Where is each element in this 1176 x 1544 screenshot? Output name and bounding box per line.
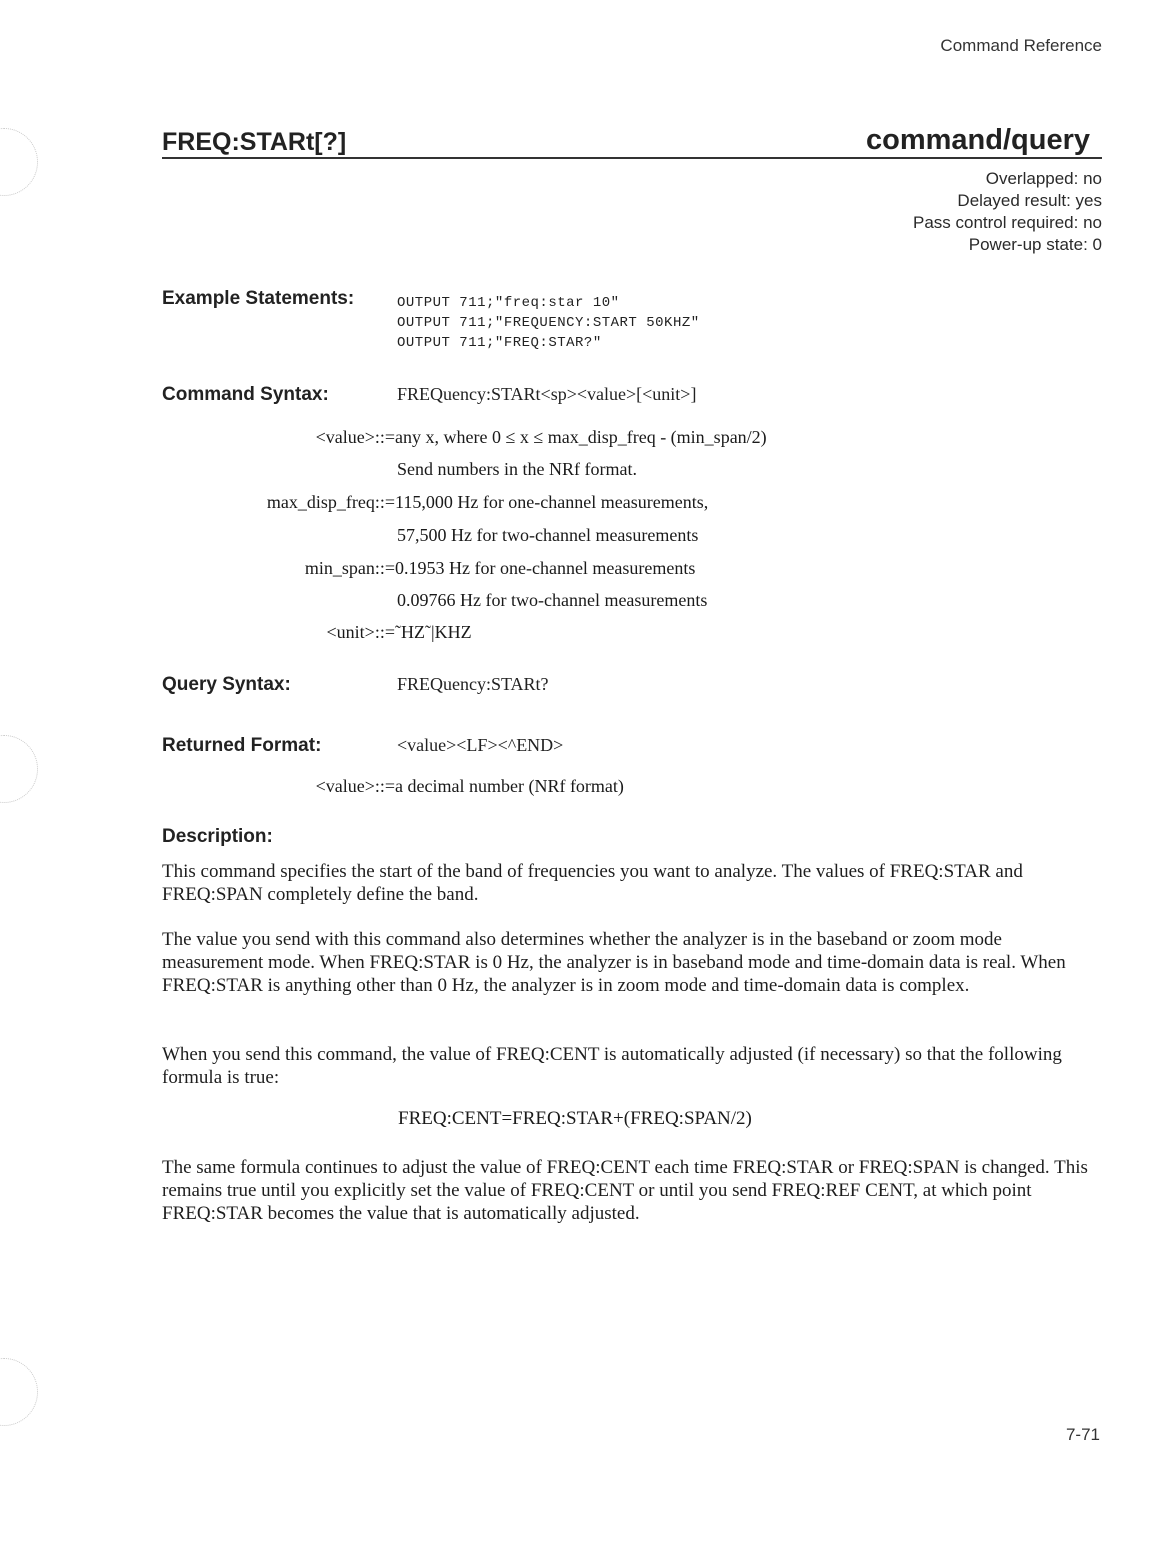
example-line: OUTPUT 711;"freq:star 10" bbox=[397, 295, 620, 311]
def-term-min-span: min_span::= bbox=[304, 558, 395, 578]
def-text-min-one-channel: 0.1953 Hz for one-channel measurements bbox=[395, 558, 696, 578]
command-syntax-label: Command Syntax: bbox=[162, 384, 329, 405]
def-term-max-disp-freq: max_disp_freq::= bbox=[266, 492, 395, 512]
def-text-nrf: Send numbers in the NRf format. bbox=[397, 459, 637, 479]
def-text-max-one-channel: 115,000 Hz for one-channel measurements, bbox=[395, 492, 709, 512]
example-label: Example Statements: bbox=[162, 288, 355, 309]
description-paragraph: This command specifies the start of the band of frequencies you want to analyze. The values of FREQ:STAR and FREQ:SPAN completely define the band. bbox=[162, 861, 1023, 905]
property-delayed-result: Delayed result: yes bbox=[957, 191, 1102, 210]
def-text-value: any x, where 0 ≤ x ≤ max_disp_freq - (min_span/2) bbox=[395, 427, 767, 447]
property-pass-control: Pass control required: no bbox=[913, 213, 1102, 232]
description-paragraph: The value you send with this command also determines whether the analyzer is in the baseband or zoom mode measurement mode. When FREQ:STAR is 0 Hz, the analyzer is in baseband mode and time-domain data is real. When FREQ:STAR is anything other than 0 Hz, the analyzer is in zoom mode and time-domain data is complex. bbox=[162, 929, 1066, 996]
command-syntax-text: FREQuency:STARt<sp><value>[<unit>] bbox=[397, 384, 697, 404]
property-overlapped: Overlapped: no bbox=[985, 169, 1102, 188]
title-rule bbox=[162, 157, 1102, 159]
command-title: FREQ:STARt[?] bbox=[162, 128, 347, 156]
example-line: OUTPUT 711;"FREQ:STAR?" bbox=[397, 335, 602, 351]
def-text-unit: ˜HZ˜|KHZ bbox=[395, 622, 472, 642]
property-list bbox=[913, 168, 1102, 256]
query-syntax-text: FREQuency:STARt? bbox=[397, 674, 549, 694]
formula: FREQ:CENT=FREQ:STAR+(FREQ:SPAN/2) bbox=[398, 1108, 752, 1129]
page-number: 7-71 bbox=[1065, 1425, 1100, 1444]
def-text-min-two-channel: 0.09766 Hz for two-channel measurements bbox=[397, 590, 708, 610]
punch-hole-bottom bbox=[0, 1358, 38, 1426]
command-kind: command/query bbox=[866, 124, 1090, 156]
example-lines bbox=[397, 293, 700, 353]
returned-def-term: <value>::= bbox=[315, 776, 395, 796]
description-label: Description: bbox=[162, 826, 273, 847]
description-paragraph: When you send this command, the value of FREQ:CENT is automatically adjusted (if necessary) so that the following formula is true: bbox=[162, 1044, 1062, 1088]
def-text-max-two-channel: 57,500 Hz for two-channel measurements bbox=[397, 525, 699, 545]
returned-format-label: Returned Format: bbox=[162, 735, 322, 756]
running-header: Command Reference bbox=[940, 36, 1102, 55]
punch-hole-top bbox=[0, 128, 38, 196]
returned-def-text: a decimal number (NRf format) bbox=[395, 776, 624, 796]
query-syntax-label: Query Syntax: bbox=[162, 674, 291, 695]
example-line: OUTPUT 711;"FREQUENCY:START 50KHZ" bbox=[397, 315, 700, 331]
def-term-value: <value>::= bbox=[315, 427, 395, 447]
description-paragraph: The same formula continues to adjust the value of FREQ:CENT each time FREQ:STAR or FREQ:SPAN is changed. This remains true until you explicitly set the value of FREQ:CENT or until you send FREQ:REF CENT, at which point FREQ:STAR becomes the value that is automatically adjusted. bbox=[162, 1157, 1088, 1224]
def-term-unit: <unit>::= bbox=[326, 622, 395, 642]
returned-format-text: <value><LF><^END> bbox=[397, 735, 564, 755]
property-power-up-state: Power-up state: 0 bbox=[968, 235, 1102, 254]
